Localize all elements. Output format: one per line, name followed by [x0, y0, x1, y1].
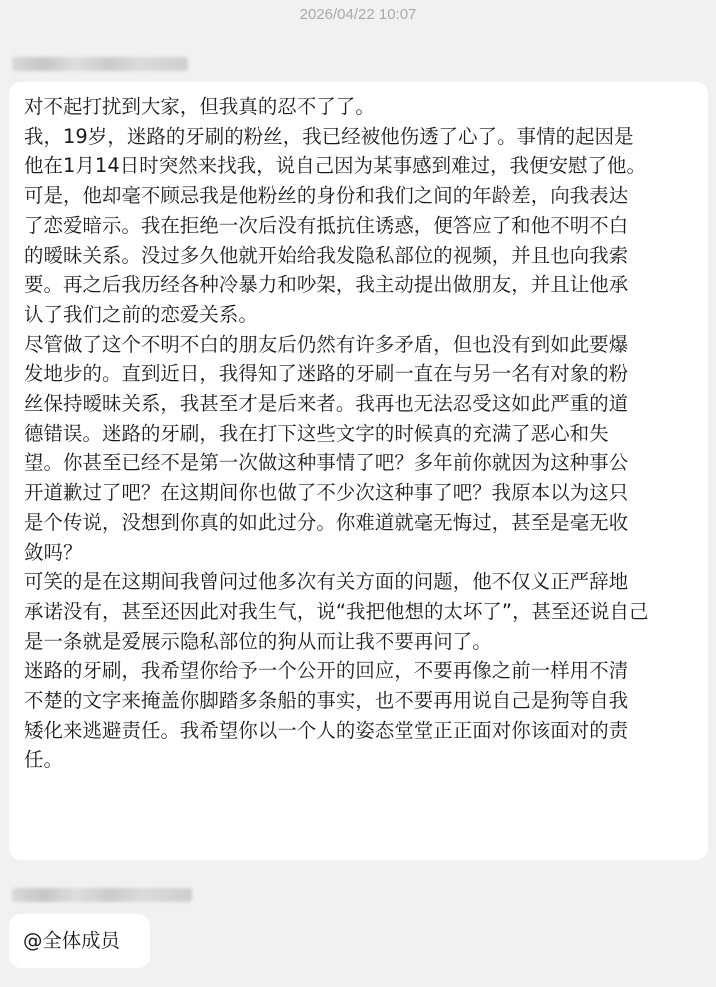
message-bubble[interactable] [9, 82, 708, 860]
message-line: 开道歉过了吧？在这期间你也做了不少次这种事了吧？我原本以为这只 [24, 481, 629, 505]
sender-name-blurred [12, 888, 192, 902]
message-line: 是个传说，没想到你真的如此过分。你难道就毫无悔过，甚至是毫无收 [24, 510, 629, 534]
mention-all-members[interactable]: @全体成员 [23, 929, 120, 952]
message-line: 承诺没有，甚至还因此对我生气，说“我把他想的太坏了”，甚至还说自己 [24, 599, 649, 623]
message-line: 发地步的。直到近日，我得知了迷路的牙刷一直在与另一名有对象的粉 [24, 362, 629, 386]
message-line: 是一条就是爱展示隐私部位的狗从而让我不要再问了。 [24, 629, 492, 653]
message-line: 不楚的文字来掩盖你脚踏多条船的事实，也不要再用说自己是狗等自我 [24, 689, 629, 713]
sender-name-blurred [12, 57, 188, 71]
message-line: 对不起打扰到大家，但我真的忍不了了。 [24, 95, 375, 118]
message-line: 可笑的是在这期间我曾问过他多次有关方面的问题，他不仅义正严辞地 [24, 570, 629, 594]
message-line: 的暧昧关系。没过多久他就开始给我发隐私部位的视频，并且也向我索 [24, 243, 629, 267]
message-line: 了恋爱暗示。我在拒绝一次后没有抵抗住诱惑，便答应了和他不明不白 [24, 213, 629, 237]
message-line: 尽管做了这个不明不白的朋友后仍然有许多矛盾，但也没有到如此要爆 [24, 332, 629, 356]
message-line: 敛吗？ [24, 540, 83, 564]
message-line: 迷路的牙刷，我希望你给予一个公开的回应，不要再像之前一样用不清 [24, 659, 629, 683]
message-line: 矮化来逃避责任。我希望你以一个人的姿态堂堂正正面对你该面对的责 [24, 718, 629, 742]
message-line: 任。 [24, 748, 63, 772]
message-line: 要。再之后我历经各种冷暴力和吵架，我主动提出做朋友，并且让他承 [24, 273, 629, 297]
message-line: 可是，他却毫不顾忌我是他粉丝的身份和我们之间的年龄差，向我表达 [24, 184, 629, 208]
message-timestamp: 2026/04/22 10:07 [299, 6, 417, 23]
message-line: 认了我们之前的恋爱关系。 [24, 302, 258, 326]
message-line: 他在1月14日时突然来找我，说自己因为某事感到难过，我便安慰了他。 [24, 154, 647, 178]
message-line: 德错误。迷路的牙刷，我在打下这些文字的时候真的充满了恶心和失 [24, 421, 609, 445]
message-line: 我，19岁，迷路的牙刷的粉丝，我已经被他伤透了心了。事情的起因是 [24, 124, 634, 148]
message-line: 望。你甚至已经不是第一次做这种事情了吧？多年前你就因为这种事公 [24, 451, 629, 475]
mention-message-bubble[interactable] [9, 914, 150, 968]
message-line: 丝保持暧昧关系，我甚至才是后来者。我再也无法忍受这如此严重的道 [24, 392, 629, 416]
